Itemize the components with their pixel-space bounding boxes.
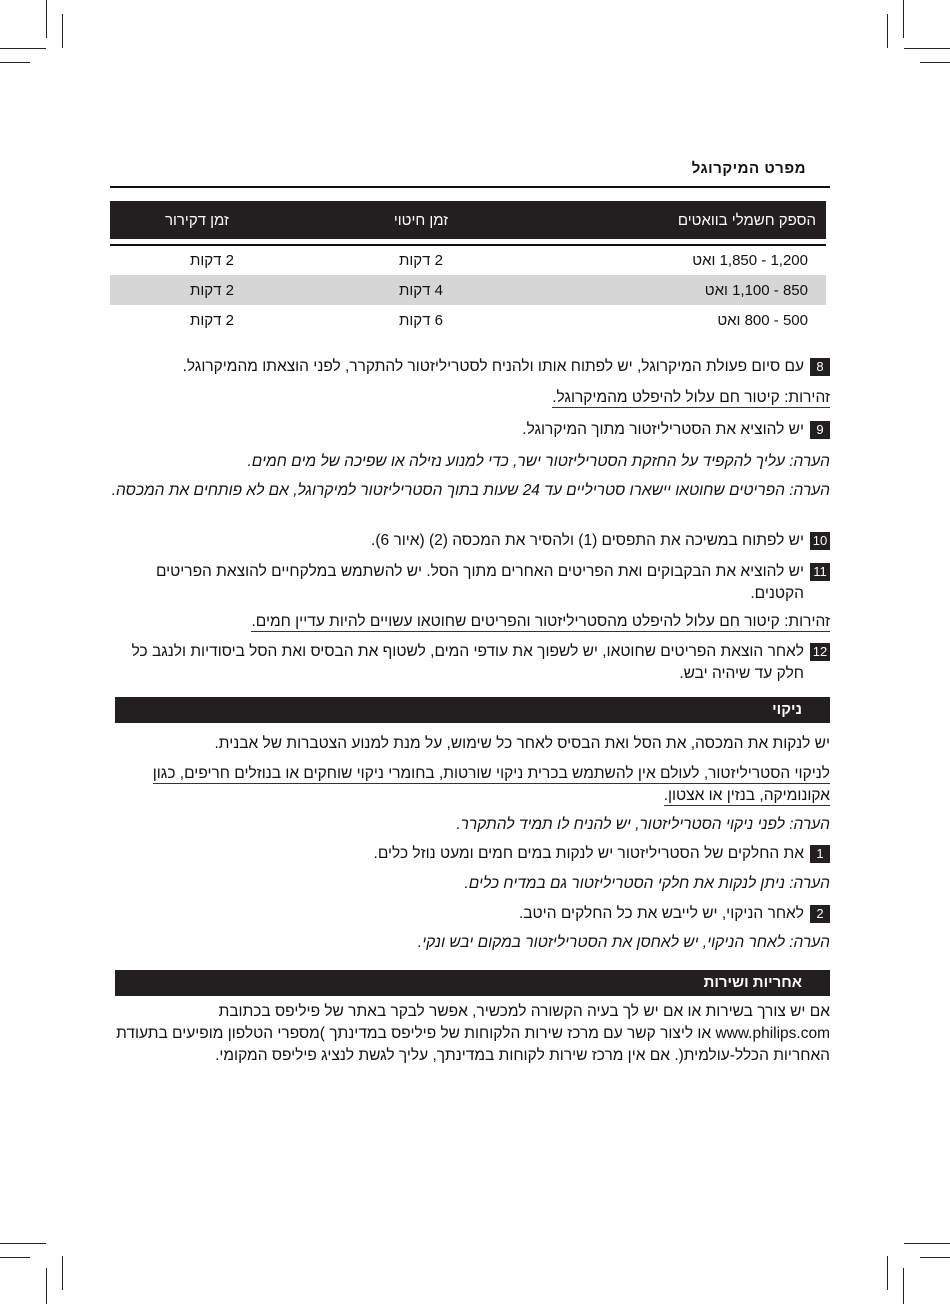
step-text: לאחר הוצאת הפריטים שחוטאו, יש לשפוך את עודפי המים, לשטוף את הבסיס ואת הסל ביסודיות ולנגב כל חלק עד שיהיה יבש. bbox=[131, 643, 804, 682]
note-sterile-24h: הערה: הפריטים שחוטאו יישארו סטריליים עד 24 שעות בתוך הסטריליזטור למיקרוגל, אם לא פותחים את המכסה. bbox=[111, 482, 830, 499]
table-row bbox=[110, 305, 826, 335]
crop-mark bbox=[903, 1268, 904, 1304]
step-number: 10 bbox=[810, 532, 830, 550]
warning-text: זהירות: קיטור חם עלול להיפלט מהמיקרוגל. bbox=[552, 389, 830, 406]
step-text: יש להוציא את הבקבוקים ואת הפריטים האחרים מתוך הסל. יש להשתמש במלקחיים להוצאת הפריטים הקטנים. bbox=[155, 563, 804, 602]
crop-mark bbox=[62, 1256, 63, 1290]
crop-mark bbox=[0, 1243, 46, 1244]
crop-mark bbox=[887, 1256, 888, 1290]
step-number: 9 bbox=[810, 421, 830, 439]
cleaning-step-2 bbox=[110, 903, 830, 925]
cell-cool: 2 דקות bbox=[190, 311, 234, 329]
crop-mark bbox=[903, 0, 904, 38]
step-text: לאחר הניקוי, יש לייבש את כל החלקים היטב. bbox=[518, 905, 804, 922]
crop-mark bbox=[0, 1257, 30, 1258]
cell-cool: 2 דקות bbox=[110, 275, 276, 305]
crop-mark bbox=[904, 48, 950, 49]
header-power: הספק חשמלי בוואטים bbox=[526, 201, 826, 239]
cell-power: 1,200 - 1,850 ואט bbox=[692, 252, 808, 269]
step-number: 8 bbox=[810, 358, 830, 376]
warranty-section-header: אחריות ושירות bbox=[115, 970, 830, 996]
cell-heat: 2 דקות bbox=[399, 252, 443, 269]
note-hold-upright: הערה: עליך להקפיד על החזקת הסטריליזטור ישר, כדי למנוע נזילה או שפיכה של מים חמים. bbox=[247, 453, 830, 470]
header-heat-time: זמן חיטוי bbox=[276, 201, 526, 239]
cleaning-note-dishwasher: הערה: ניתן לנקות את חלקי הסטריליזטור גם במדיח כלים. bbox=[464, 875, 830, 892]
header-cool-time: זמן דקירור bbox=[110, 201, 276, 239]
crop-mark bbox=[920, 62, 950, 63]
cell-heat: 6 דקות bbox=[399, 311, 443, 329]
step-12 bbox=[110, 641, 830, 685]
step-number: 11 bbox=[810, 563, 830, 581]
warning-text: זהירות: קיטור חם עלול להיפלט מהסטריליזטור והפריטים שחוטאו עשויים להיות עדיין חמים. bbox=[251, 613, 830, 630]
warning-hot-items bbox=[110, 611, 830, 633]
cleaning-intro: יש לנקות את המכסה, את הסל ואת הבסיס לאחר כל שימוש, על מנת למנוע הצטברות של אבנית. bbox=[214, 735, 830, 752]
cleaning-warning bbox=[110, 763, 830, 807]
step-text: יש להוציא את הסטריליזטור מתוך המיקרוגל. bbox=[522, 421, 804, 438]
step-11 bbox=[110, 561, 830, 605]
cell-heat: 4 דקות bbox=[276, 275, 526, 305]
crop-mark bbox=[904, 1243, 950, 1244]
step-8 bbox=[110, 356, 830, 378]
step-10 bbox=[110, 530, 830, 552]
spec-table bbox=[110, 201, 826, 335]
step-text: את החלקים של הסטריליזטור יש לנקות במים חמים ומעט נוזל כלים. bbox=[373, 845, 804, 862]
crop-mark bbox=[46, 0, 47, 38]
crop-mark bbox=[920, 1257, 950, 1258]
cleaning-note-cool: הערה: לפני ניקוי הסטריליזטור, יש להניח לו תמיד להתקרר. bbox=[456, 816, 830, 833]
crop-mark bbox=[887, 14, 888, 48]
warning-hot-steam bbox=[110, 387, 830, 409]
specs-section-title: מפרט המיקרוגל bbox=[691, 160, 806, 177]
step-text: יש לפתוח במשיכה את התפסים (1) ולהסיר את המכסה (2) (איור 6). bbox=[371, 532, 804, 549]
crop-mark bbox=[0, 48, 46, 49]
cleaning-note-storage: הערה: לאחר הניקוי, יש לאחסן את הסטריליזטור במקום יבש ונקי. bbox=[417, 934, 830, 951]
step-number: 12 bbox=[810, 643, 830, 661]
cell-power: 500 - 800 ואט bbox=[717, 311, 808, 329]
table-header-row bbox=[110, 201, 826, 239]
cleaning-section-header: ניקוי bbox=[115, 697, 830, 723]
crop-mark bbox=[46, 1268, 47, 1304]
crop-mark bbox=[0, 62, 30, 63]
warranty-text: אם יש צורך בשירות או אם יש לך בעיה הקשורה למכשיר, אפשר לבקר באתר של פיליפס בכתובת www.philips.com או ליצור קשר עם מרכז שירות הלקוחות של פיליפס במדינתך )מספרי הטלפון מופיעים בתעודת האחריות הכלל-עולמית(. אם אין מרכז שירות לקוחות במדינתך, עליך לגשת לנציג פיליפס המקומי. bbox=[116, 1003, 830, 1064]
title-rule bbox=[110, 186, 830, 188]
step-9 bbox=[110, 419, 830, 441]
cell-power: 850 - 1,100 ואט bbox=[526, 275, 826, 305]
crop-mark bbox=[62, 14, 63, 48]
cleaning-step-1 bbox=[110, 843, 830, 865]
warning-text: לניקוי הסטריליזטור, לעולם אין להשתמש בכרית ניקוי שורטות, בחומרי ניקוי שוחקים או בנוזלים חריפים, כגון אקונומיקה, בנזין או אצטון. bbox=[152, 765, 830, 804]
step-number: 1 bbox=[810, 845, 830, 863]
table-row bbox=[110, 245, 826, 275]
table-row bbox=[110, 275, 826, 305]
step-number: 2 bbox=[810, 905, 830, 923]
step-text: עם סיום פעולת המיקרוגל, יש לפתוח אותו ולהניח לסטריליזטור להתקרר, לפני הוצאתו מהמיקרוגל. bbox=[182, 358, 804, 375]
cell-cool: 2 דקות bbox=[190, 252, 234, 269]
